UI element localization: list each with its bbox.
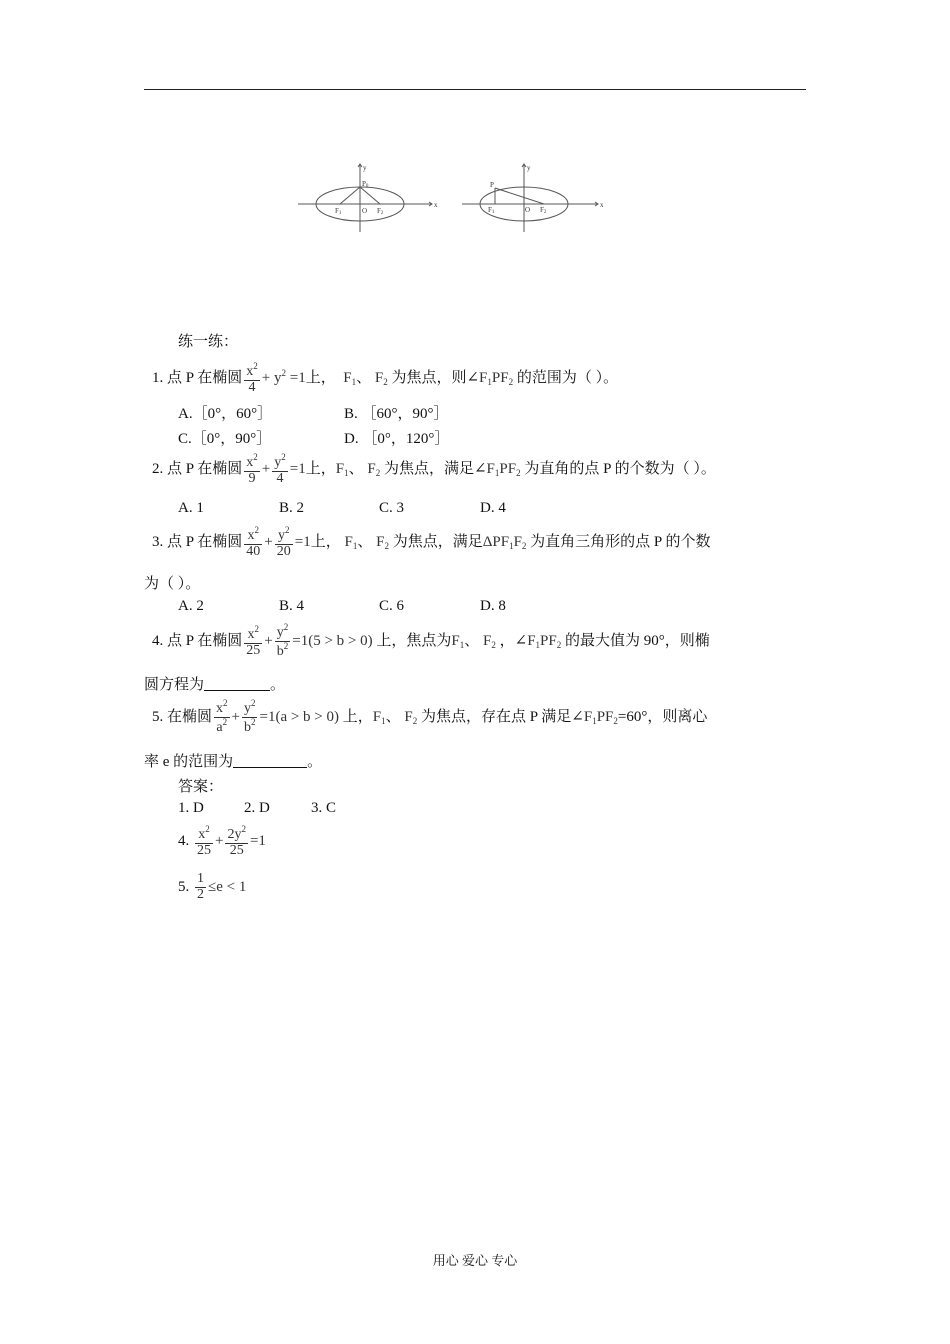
right-x-label: x: [600, 201, 604, 209]
q3-line-2: 为（ ）。: [144, 576, 201, 592]
q5-answer-blank[interactable]: [233, 753, 307, 768]
q1-fraction: $\frac{x^2}{4}$: [246, 360, 258, 395]
q3-option-a[interactable]: A. 2: [178, 598, 204, 614]
ellipse-figures: [290, 158, 620, 236]
left-f2-label: F2: [377, 207, 384, 216]
question-1: 1. 点 P 在椭圆 $\frac{x^2}{4}$ + $y^2 =1$上， $F_1$、 $F_2$ 为焦点，则$\angle F_1PF_2$ 的范围为（ ）。: [152, 360, 619, 395]
q2-option-b[interactable]: B. 2: [279, 500, 305, 516]
left-x-label: x: [434, 201, 438, 209]
question-5: 5. 在椭圆 $\frac{x^2}{a^2}$ + $\frac{y^2}{b^2}$ =1(a > b > 0) 上，$F_1$、 $F_2$ 为焦点，存在点 P 满足$\angle F_1PF_2=60^\circ$，则离心: [152, 698, 708, 736]
left-ellipse-diagram: [298, 164, 432, 232]
answer-2: 2. D: [244, 800, 270, 816]
right-ellipse-diagram: [462, 164, 598, 232]
answer-1: 1. D: [178, 800, 204, 816]
right-f2-label: F2: [540, 206, 547, 215]
q3-option-c[interactable]: C. 6: [379, 598, 405, 614]
right-o-label: O: [525, 206, 531, 214]
answer-3: 3. C: [311, 800, 337, 816]
right-y-label: y: [527, 164, 531, 172]
q4-answer-blank[interactable]: [204, 676, 270, 691]
q1-option-c[interactable]: C.［0°，90°］: [178, 431, 272, 447]
page-footer: 用心 爱心 专心: [432, 1253, 518, 1268]
q2-option-a[interactable]: A. 1: [178, 500, 204, 516]
answers-label: 答案：: [178, 779, 224, 795]
q4-line-2: 圆方程为 。: [144, 677, 286, 693]
q2-option-d[interactable]: D. 4: [480, 500, 506, 516]
left-y-label: y: [363, 164, 367, 172]
q2-option-c[interactable]: C. 3: [379, 500, 405, 516]
question-2: 2. 点 P 在椭圆 $\frac{x^2}{9}$ + $\frac{y^2}{4}$ =1上，$F_1$、 $F_2$ 为焦点，满足$\angle F_1PF_2$ 为直角的点 P 的个数为（ ）。: [152, 451, 716, 486]
question-4: 4. 点 P 在椭圆 $\frac{x^2}{25}$ + $\frac{y^2}{b^2}$ =1(5 > b > 0) 上，焦点为$F_1$、 $F_2$ ，$\angle F_1PF_2$ 的最大值为 90°，则椭: [152, 622, 710, 660]
left-p0-label: P0: [362, 180, 369, 189]
q1-option-d[interactable]: D. ［0°，120°］: [344, 431, 450, 447]
q1-option-b[interactable]: B. ［60°，90°］: [344, 406, 449, 422]
q3-option-b[interactable]: B. 4: [279, 598, 305, 614]
left-f1-label: F1: [335, 207, 342, 216]
q1-option-a[interactable]: A.［0°，60°］: [178, 406, 273, 422]
right-p-label: P: [490, 181, 494, 189]
right-f1-label: F1: [488, 206, 495, 215]
q3-option-d[interactable]: D. 8: [480, 598, 506, 614]
answer-5: 5. $\frac{1}{2}$ ≤e < 1: [178, 871, 247, 903]
question-3: 3. 点 P 在椭圆 $\frac{x^2}{40}$ + $\frac{y^2}{20}$ =1上， $F_1$、 $F_2$ 为焦点，满足$\Delta PF_1F_2$ 为直角三角形的点 P 的个数: [152, 524, 711, 559]
header-rule: [144, 89, 806, 90]
answer-4: 4. $\frac{x^2}{25}$ + $\frac{2y^2}{25}$ =1: [178, 823, 266, 858]
left-o-label: O: [362, 207, 368, 215]
q5-line-2: 率 e 的范围为 。: [144, 754, 323, 770]
practice-heading: 练一练：: [178, 334, 239, 350]
